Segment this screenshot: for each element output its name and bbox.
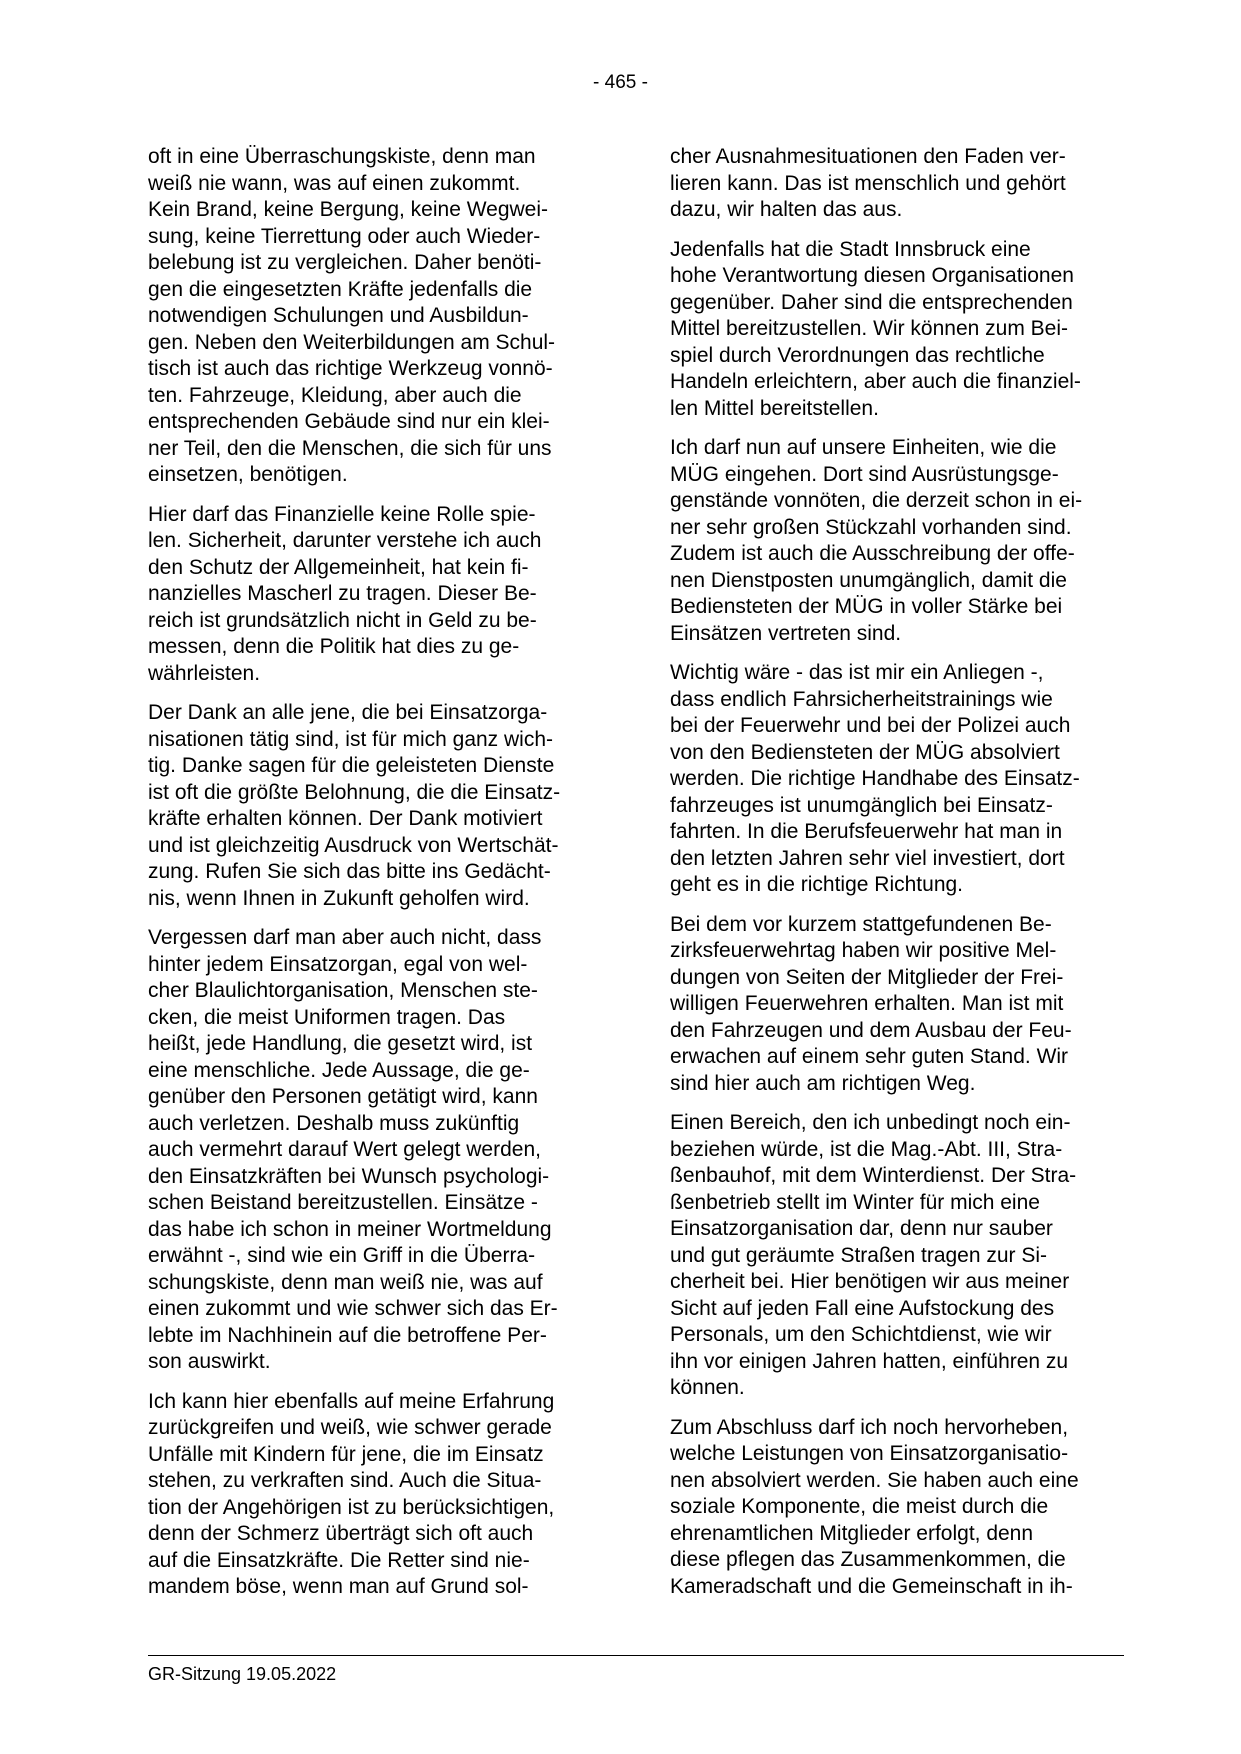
text-line: auf die Einsatzkräfte. Die Retter sind nie- (148, 1548, 530, 1572)
text-line: entsprechenden Gebäude sind nur ein klei- (148, 410, 550, 433)
text-line: zirksfeuerwehrtag haben wir positive Mel- (670, 939, 1057, 962)
text-line: auch verletzen. Deshalb muss zukünftig (148, 1111, 520, 1135)
text-line: geht es in die richtige Richtung. (670, 873, 964, 896)
text-line: Bei dem vor kurzem stattgefundenen Be- (670, 912, 1052, 936)
text-line: Vergessen darf man aber auch nicht, dass (148, 926, 542, 949)
text-line: und ist gleichzeitig Ausdruck von Wertschät- (148, 833, 559, 857)
text-line: einen zukommt und wie schwer sich das Er- (148, 1297, 558, 1320)
text-line: lebte im Nachhinein auf die betroffene Per- (148, 1323, 547, 1347)
text-line: schen Beistand bereitzustellen. Einsätze - (148, 1191, 538, 1214)
text-line: beziehen würde, ist die Mag.-Abt. III, Stra- (670, 1137, 1063, 1161)
text-line: kräfte erhalten können. Der Dank motiviert (148, 807, 543, 830)
text-line: son auswirkt. (148, 1350, 271, 1373)
text-line: Einsatzorganisation dar, denn nur sauber (670, 1217, 1053, 1240)
text-line: Ich kann hier ebenfalls auf meine Erfahrung (148, 1389, 555, 1413)
text-line: nisationen tätig sind, ist für mich ganz wich- (148, 727, 554, 751)
text-line: ehrenamtlichen Mitglieder erfolgt, denn (670, 1521, 1034, 1545)
paragraph (148, 502, 584, 688)
text-line: nen absolviert werden. Sie haben auch eine (670, 1468, 1079, 1492)
text-line: können. (670, 1376, 745, 1399)
text-line: len. Sicherheit, darunter verstehe ich auch (148, 529, 542, 552)
text-line: erwähnt -, sind wie ein Griff in die Überra- (148, 1244, 536, 1267)
text-line: MÜG eingehen. Dort sind Ausrüstungsge- (670, 462, 1059, 486)
text-line: mandem böse, wenn man auf Grund sol- (148, 1575, 529, 1598)
text-line: fahrzeuges ist unumgänglich bei Einsatz- (670, 793, 1053, 817)
text-line: Personals, um den Schichtdienst, wie wir (670, 1323, 1052, 1346)
text-line: Sicht auf jeden Fall eine Aufstockung des (670, 1296, 1055, 1320)
text-line: stehen, zu verkraften sind. Auch die Situa- (148, 1469, 542, 1492)
text-line: lieren kann. Das ist menschlich und gehört (670, 171, 1066, 195)
text-line: sind hier auch am richtigen Weg. (670, 1071, 976, 1095)
text-line: diese pflegen das Zusammenkommen, die (670, 1548, 1066, 1571)
text-line: bei der Feuerwehr und bei der Polizei auch (670, 714, 1071, 737)
text-line: einsetzen, benötigen. (148, 463, 348, 486)
text-line: ist oft die größte Belohnung, die die Einsatz- (148, 780, 561, 804)
text-line: Der Dank an alle jene, die bei Einsatzorga- (148, 701, 548, 724)
text-line: nen Dienstposten unumgänglich, damit die (670, 568, 1067, 592)
text-line: hinter jedem Einsatzorgan, egal von wel- (148, 952, 528, 976)
text-line: Ich darf nun auf unsere Einheiten, wie die (670, 436, 1057, 459)
text-line: Einen Bereich, den ich unbedingt noch ein- (670, 1111, 1071, 1134)
text-line: belebung ist zu vergleichen. Daher benöti- (148, 251, 542, 274)
text-line: cher Ausnahmesituationen den Faden ver- (670, 145, 1066, 168)
text-line: ner Teil, den die Menschen, die sich für uns (148, 436, 552, 460)
paragraph (670, 912, 1120, 1098)
text-line: ten. Fahrzeuge, Kleidung, aber auch die (148, 383, 522, 407)
paragraph (670, 144, 1120, 224)
paragraph (670, 1415, 1120, 1601)
text-line: Wichtig wäre - das ist mir ein Anliegen -, (670, 661, 1044, 684)
text-line: messen, denn die Politik hat dies zu ge- (148, 635, 520, 658)
text-line: nanzielles Mascherl zu tragen. Dieser Be- (148, 582, 537, 605)
text-line: und gut geräumte Straßen tragen zur Si- (670, 1243, 1048, 1267)
paragraph (670, 660, 1120, 899)
text-line: das habe ich schon in meiner Wortmeldung (148, 1217, 552, 1241)
text-line: cher Blaulichtorganisation, Menschen ste- (148, 979, 538, 1002)
text-line: denn der Schmerz überträgt sich oft auch (148, 1522, 534, 1545)
text-line: Zum Abschluss darf ich noch hervorheben, (670, 1415, 1069, 1439)
text-line: cken, die meist Uniformen tragen. Das (148, 1005, 506, 1029)
paragraph (148, 1389, 584, 1601)
text-line: von den Bediensteten der MÜG absolviert (670, 740, 1060, 764)
text-line: ihn vor einigen Jahren hatten, einführen zu (670, 1349, 1069, 1373)
text-line: Handeln erleichtern, aber auch die finanziel- (670, 370, 1081, 393)
text-line: Jedenfalls hat die Stadt Innsbruck eine (670, 237, 1031, 261)
text-line: genüber den Personen getätigt wird, kann (148, 1085, 538, 1108)
page-number: - 465 - (593, 72, 648, 93)
text-line: dungen von Seiten der Mitglieder der Frei- (670, 965, 1064, 989)
footer-session-date: GR-Sitzung 19.05.2022 (148, 1664, 337, 1684)
text-line: ner sehr großen Stückzahl vorhanden sind. (670, 515, 1072, 539)
text-line: zurückgreifen und weiß, wie schwer gerade (148, 1416, 552, 1439)
text-line: ßenbetrieb stellt im Winter für mich eine (670, 1190, 1040, 1214)
text-line: gen. Neben den Weiterbildungen am Schul- (148, 330, 556, 354)
text-line: eine menschliche. Jede Aussage, die ge- (148, 1058, 530, 1082)
paragraph (670, 1110, 1120, 1402)
text-line: welche Leistungen von Einsatzorganisatio- (670, 1442, 1069, 1465)
text-line: Hier darf das Finanzielle keine Rolle spie- (148, 502, 536, 526)
text-line: schungskiste, denn man weiß nie, was auf (148, 1270, 543, 1294)
text-line: währleisten. (148, 661, 261, 685)
footer-divider (148, 1655, 1124, 1656)
text-line: len Mittel bereitstellen. (670, 396, 879, 420)
text-line: cherheit bei. Hier benötigen wir aus meiner (670, 1270, 1070, 1293)
text-line: den Schutz der Allgemeinheit, hat kein fi- (148, 555, 529, 579)
paragraph (670, 237, 1120, 423)
text-line: werden. Die richtige Handhabe des Einsatz- (670, 767, 1080, 790)
text-line: spiel durch Verordnungen das rechtliche (670, 343, 1045, 367)
text-line: hohe Verantwortung diesen Organisationen (670, 264, 1074, 287)
text-line: tion der Angehörigen ist zu berücksichtigen, (148, 1495, 555, 1519)
text-line: Zudem ist auch die Ausschreibung der offe- (670, 542, 1075, 565)
text-line: sung, keine Tierrettung oder auch Wieder- (148, 224, 541, 248)
text-line: zung. Rufen Sie sich das bitte ins Gedächt- (148, 860, 551, 883)
text-line: willigen Feuerwehren erhalten. Man ist mit (670, 992, 1064, 1015)
text-line: den Einsatzkräften bei Wunsch psychologi- (148, 1164, 550, 1188)
text-line: dass endlich Fahrsicherheitstrainings wie (670, 687, 1053, 711)
text-line: ßenbauhof, mit dem Winterdienst. Der Stra- (670, 1164, 1077, 1187)
text-line: oft in eine Überraschungskiste, denn man (148, 145, 536, 168)
text-line: reich ist grundsätzlich nicht in Geld zu be- (148, 608, 537, 632)
right-column (670, 144, 1120, 1613)
left-column (148, 144, 584, 1614)
text-line: erwachen auf einem sehr guten Stand. Wir (670, 1045, 1069, 1068)
text-line: Bediensteten der MÜG in voller Stärke bei (670, 595, 1063, 618)
text-line: Einsätzen vertreten sind. (670, 621, 902, 645)
text-line: dazu, wir halten das aus. (670, 198, 903, 221)
text-line: den letzten Jahren sehr viel investiert, dort (670, 846, 1065, 870)
text-line: auch vermehrt darauf Wert gelegt werden, (148, 1138, 541, 1161)
text-line: Kein Brand, keine Bergung, keine Wegwei- (148, 198, 549, 221)
paragraph (670, 435, 1120, 647)
paragraph (148, 925, 584, 1376)
text-line: Unfälle mit Kindern für jene, die im Einsatz (148, 1442, 544, 1466)
text-line: notwendigen Schulungen und Ausbildun- (148, 304, 529, 327)
text-line: Kameradschaft und die Gemeinschaft in ih- (670, 1574, 1073, 1598)
text-line: gegenüber. Daher sind die entsprechenden (670, 290, 1073, 314)
paragraph (148, 144, 584, 489)
text-line: genstände vonnöten, die derzeit schon in ei- (670, 489, 1083, 512)
text-line: fahrten. In die Berufsfeuerwehr hat man in (670, 820, 1063, 843)
text-line: Mittel bereitzustellen. Wir können zum Bei- (670, 317, 1068, 340)
paragraph (148, 700, 584, 912)
text-line: tisch ist auch das richtige Werkzeug vonnö- (148, 357, 553, 380)
text-line: tig. Danke sagen für die geleisteten Dienste (148, 754, 555, 777)
text-line: heißt, jede Handlung, die gesetzt wird, ist (148, 1032, 533, 1055)
text-line: nis, wenn Ihnen in Zukunft geholfen wird. (148, 886, 530, 910)
text-line: gen die eingesetzten Kräfte jedenfalls die (148, 277, 533, 301)
text-line: den Fahrzeugen und dem Ausbau der Feu- (670, 1018, 1072, 1042)
text-line: soziale Komponente, die meist durch die (670, 1495, 1049, 1518)
text-line: weiß nie wann, was auf einen zukommt. (148, 171, 521, 195)
